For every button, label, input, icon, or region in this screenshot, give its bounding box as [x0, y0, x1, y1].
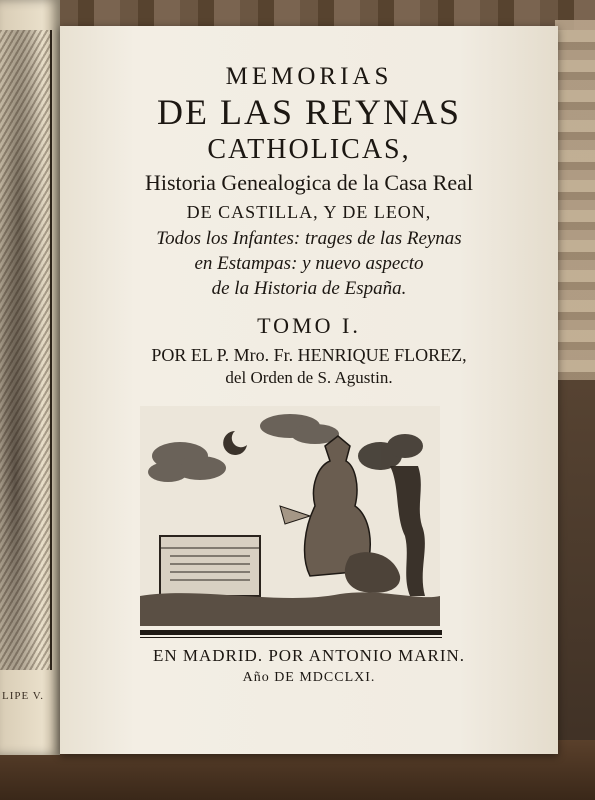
background-books [555, 20, 595, 380]
imprint-block [60, 644, 558, 688]
author-line: POR EL P. Mro. Fr. HENRIQUE FLOREZ, [151, 345, 467, 365]
description-line-1: Todos los Infantes: trages de las Reynas [156, 228, 462, 249]
imprint-place-printer: EN MADRID. POR ANTONIO MARIN. [152, 646, 466, 665]
ornamental-rule [140, 630, 442, 635]
imprint-year: Año DE MDCCLXI. [242, 670, 376, 685]
title-line-1: MEMORIAS [225, 63, 393, 90]
frontispiece-caption: LIPE V. [2, 690, 45, 702]
volume-label: TOMO I. [257, 313, 361, 338]
title-line-2: DE LAS REYNAS [156, 92, 461, 132]
left-page [0, 0, 60, 755]
title-page [60, 26, 558, 754]
description-line-3: de la Historia de España. [211, 278, 407, 299]
description-line-2: en Estampas: y nuevo aspecto [194, 253, 424, 274]
ornamental-rule-thin [140, 637, 442, 638]
subtitle-line-2: DE CASTILLA, Y DE LEON, [186, 202, 432, 222]
order-line: del Orden de S. Agustin. [225, 368, 393, 387]
frontispiece-engraving [0, 30, 52, 670]
title-line-3: CATHOLICAS, [207, 134, 411, 165]
title-block [60, 62, 558, 389]
stone-plinth [160, 536, 260, 596]
subtitle-line-1: Historia Genealogica de la Casa Real [144, 170, 474, 195]
engraved-vignette [140, 406, 440, 626]
